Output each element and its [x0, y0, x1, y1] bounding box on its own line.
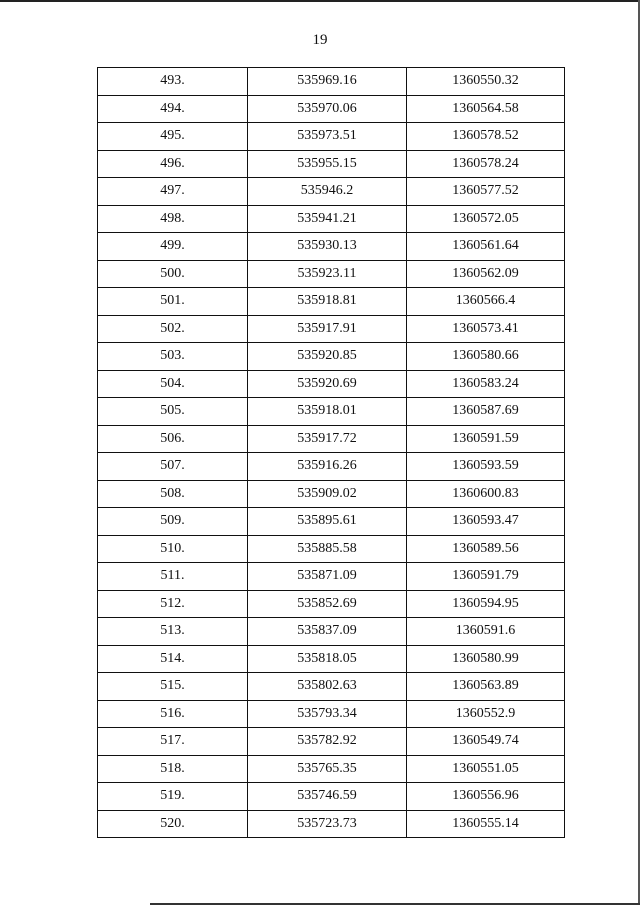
table-row	[98, 453, 565, 481]
table-row	[98, 123, 565, 151]
x-coordinate-cell: 535918.01	[248, 398, 407, 426]
y-coordinate-cell: 1360594.95	[407, 590, 565, 618]
table-row	[98, 700, 565, 728]
y-coordinate-cell: 1360556.96	[407, 783, 565, 811]
table-row	[98, 95, 565, 123]
point-number-cell: 505.	[98, 398, 248, 426]
point-number-cell: 518.	[98, 755, 248, 783]
x-coordinate-cell: 535782.92	[248, 728, 407, 756]
x-coordinate-cell: 535895.61	[248, 508, 407, 536]
x-coordinate-cell: 535818.05	[248, 645, 407, 673]
x-coordinate-cell: 535970.06	[248, 95, 407, 123]
x-coordinate-cell: 535746.59	[248, 783, 407, 811]
table-row	[98, 728, 565, 756]
table-row	[98, 233, 565, 261]
point-number-cell: 515.	[98, 673, 248, 701]
y-coordinate-cell: 1360564.58	[407, 95, 565, 123]
y-coordinate-cell: 1360573.41	[407, 315, 565, 343]
table-row	[98, 783, 565, 811]
table-row	[98, 810, 565, 838]
y-coordinate-cell: 1360580.99	[407, 645, 565, 673]
point-number-cell: 497.	[98, 178, 248, 206]
y-coordinate-cell: 1360551.05	[407, 755, 565, 783]
y-coordinate-cell: 1360577.52	[407, 178, 565, 206]
point-number-cell: 519.	[98, 783, 248, 811]
y-coordinate-cell: 1360591.79	[407, 563, 565, 591]
y-coordinate-cell: 1360580.66	[407, 343, 565, 371]
y-coordinate-cell: 1360578.52	[407, 123, 565, 151]
table-row	[98, 205, 565, 233]
point-number-cell: 499.	[98, 233, 248, 261]
x-coordinate-cell: 535923.11	[248, 260, 407, 288]
point-number-cell: 507.	[98, 453, 248, 481]
table-row	[98, 673, 565, 701]
point-number-cell: 514.	[98, 645, 248, 673]
y-coordinate-cell: 1360562.09	[407, 260, 565, 288]
point-number-cell: 496.	[98, 150, 248, 178]
x-coordinate-cell: 535969.16	[248, 68, 407, 96]
y-coordinate-cell: 1360589.56	[407, 535, 565, 563]
y-coordinate-cell: 1360550.32	[407, 68, 565, 96]
y-coordinate-cell: 1360552.9	[407, 700, 565, 728]
table-row	[98, 618, 565, 646]
x-coordinate-cell: 535793.34	[248, 700, 407, 728]
point-number-cell: 508.	[98, 480, 248, 508]
table-row	[98, 150, 565, 178]
coordinates-table	[97, 67, 565, 838]
table-row	[98, 590, 565, 618]
point-number-cell: 503.	[98, 343, 248, 371]
y-coordinate-cell: 1360563.89	[407, 673, 565, 701]
table-row	[98, 755, 565, 783]
page-top-border	[0, 0, 640, 2]
x-coordinate-cell: 535837.09	[248, 618, 407, 646]
y-coordinate-cell: 1360593.59	[407, 453, 565, 481]
x-coordinate-cell: 535930.13	[248, 233, 407, 261]
table-row	[98, 370, 565, 398]
point-number-cell: 504.	[98, 370, 248, 398]
x-coordinate-cell: 535941.21	[248, 205, 407, 233]
y-coordinate-cell: 1360587.69	[407, 398, 565, 426]
table-row	[98, 288, 565, 316]
x-coordinate-cell: 535871.09	[248, 563, 407, 591]
x-coordinate-cell: 535885.58	[248, 535, 407, 563]
x-coordinate-cell: 535765.35	[248, 755, 407, 783]
point-number-cell: 494.	[98, 95, 248, 123]
x-coordinate-cell: 535955.15	[248, 150, 407, 178]
table-row	[98, 563, 565, 591]
point-number-cell: 509.	[98, 508, 248, 536]
table-row	[98, 535, 565, 563]
table-row	[98, 178, 565, 206]
point-number-cell: 502.	[98, 315, 248, 343]
x-coordinate-cell: 535802.63	[248, 673, 407, 701]
point-number-cell: 495.	[98, 123, 248, 151]
y-coordinate-cell: 1360566.4	[407, 288, 565, 316]
y-coordinate-cell: 1360583.24	[407, 370, 565, 398]
table-row	[98, 645, 565, 673]
x-coordinate-cell: 535918.81	[248, 288, 407, 316]
table-row	[98, 425, 565, 453]
y-coordinate-cell: 1360591.59	[407, 425, 565, 453]
table-row	[98, 480, 565, 508]
y-coordinate-cell: 1360561.64	[407, 233, 565, 261]
x-coordinate-cell: 535909.02	[248, 480, 407, 508]
x-coordinate-cell: 535852.69	[248, 590, 407, 618]
y-coordinate-cell: 1360600.83	[407, 480, 565, 508]
table-row	[98, 68, 565, 96]
point-number-cell: 498.	[98, 205, 248, 233]
x-coordinate-cell: 535917.72	[248, 425, 407, 453]
y-coordinate-cell: 1360549.74	[407, 728, 565, 756]
point-number-cell: 493.	[98, 68, 248, 96]
x-coordinate-cell: 535723.73	[248, 810, 407, 838]
page-number: 19	[312, 32, 328, 48]
y-coordinate-cell: 1360555.14	[407, 810, 565, 838]
point-number-cell: 511.	[98, 563, 248, 591]
point-number-cell: 513.	[98, 618, 248, 646]
y-coordinate-cell: 1360593.47	[407, 508, 565, 536]
point-number-cell: 520.	[98, 810, 248, 838]
y-coordinate-cell: 1360591.6	[407, 618, 565, 646]
x-coordinate-cell: 535946.2	[248, 178, 407, 206]
table-row	[98, 260, 565, 288]
point-number-cell: 517.	[98, 728, 248, 756]
x-coordinate-cell: 535916.26	[248, 453, 407, 481]
table-row	[98, 343, 565, 371]
y-coordinate-cell: 1360578.24	[407, 150, 565, 178]
x-coordinate-cell: 535920.85	[248, 343, 407, 371]
point-number-cell: 516.	[98, 700, 248, 728]
x-coordinate-cell: 535917.91	[248, 315, 407, 343]
point-number-cell: 501.	[98, 288, 248, 316]
x-coordinate-cell: 535973.51	[248, 123, 407, 151]
point-number-cell: 506.	[98, 425, 248, 453]
y-coordinate-cell: 1360572.05	[407, 205, 565, 233]
point-number-cell: 510.	[98, 535, 248, 563]
coordinates-table-body	[98, 68, 565, 838]
table-row	[98, 398, 565, 426]
table-row	[98, 315, 565, 343]
point-number-cell: 512.	[98, 590, 248, 618]
point-number-cell: 500.	[98, 260, 248, 288]
x-coordinate-cell: 535920.69	[248, 370, 407, 398]
table-row	[98, 508, 565, 536]
